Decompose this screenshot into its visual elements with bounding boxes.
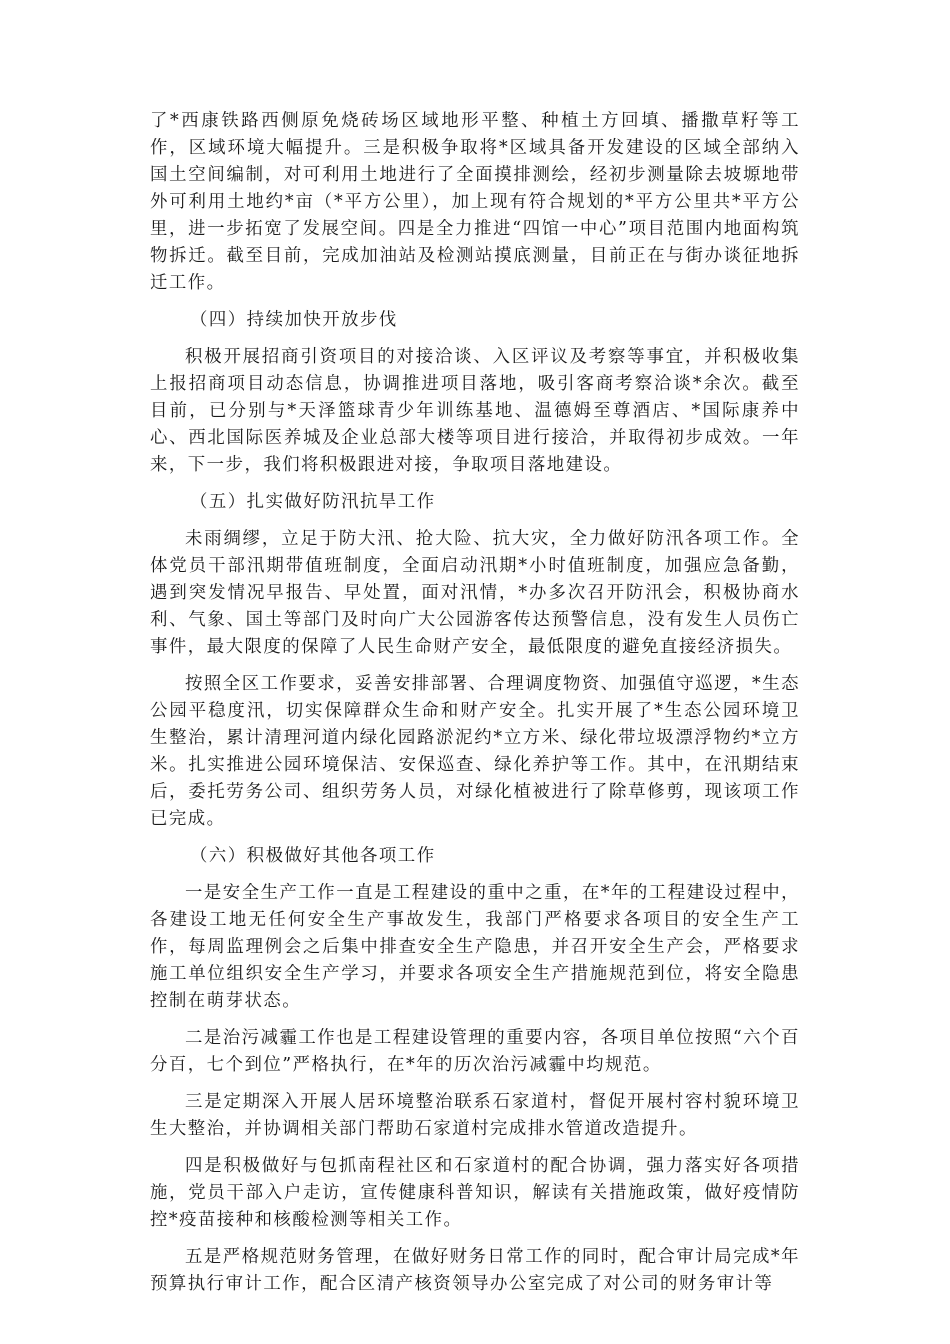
paragraph-community-coordination: 四是积极做好与包抓南程社区和石家道村的配合协调，强力落实好各项措施，党员干部入户走访，宣传健康科普知识，解读有关措施政策，做好疫情防控*疫苗接种和核酸检测等相关工作。 xyxy=(150,1156,800,1230)
paragraph-continuation: 了*西康铁路西侧原免烧砖场区域地形平整、种植土方回填、播撒草籽等工作，区域环境大幅提升。三是积极争取将*区域具备开发建设的区域全部纳入国土空间编制，对可利用土地进行了全面摸排测绘，经初步测量除去坡塬地带外可利用土地约*亩（*平方公里），加上现有符合规划的*平方公里共*平方公里，进一步拓宽了发展空间。四是全力推进“四馆一中心”项目范围内地面构筑物拆迁。截至目前，完成加油站及检测站摸底测量，目前正在与街办谈征地拆迁工作。 xyxy=(150,111,800,293)
section-heading-6: （六）积极做好其他各项工作 xyxy=(190,846,436,866)
paragraph-finance: 五是严格规范财务管理，在做好财务日常工作的同时，配合审计局完成*年预算执行审计工作，配合区清产核资领导办公室完成了对公司的财务审计等 xyxy=(150,1247,800,1294)
paragraph-village-environment: 三是定期深入开展人居环境整治联系石家道村，督促开展村容村貌环境卫生大整治，并协调相关部门帮助石家道村完成排水管道改造提升。 xyxy=(150,1092,800,1139)
paragraph-flood-prevention: 未雨绸缪，立足于防大汛、抢大险、抗大灾，全力做好防汛各项工作。全体党员干部汛期带值班制度，全面启动汛期*小时值班制度，加强应急备勤，遇到突发情况早报告、早处置，面对汛情，*办多次召开防汛会，积极协商水利、气象、国土等部门及时向广大公园游客传达预警信息，没有发生人员伤亡事件，最大限度的保障了人民生命财产安全，最低限度的避免直接经济损失。 xyxy=(150,529,800,657)
paragraph-pollution: 二是治污减霾工作也是工程建设管理的重要内容，各项目单位按照“六个百分百，七个到位”严格执行，在*年的历次治污减霾中均规范。 xyxy=(150,1028,800,1075)
paragraph-safety: 一是安全生产工作一直是工程建设的重中之重，在*年的工程建设过程中，各建设工地无任何安全生产事故发生，我部门严格要求各项目的安全生产工作，每周监理例会之后集中排查安全生产隐患，并召开安全生产会，严格要求施工单位组织安全生产学习，并要求各项安全生产措施规范到位，将安全隐患控制在萌芽状态。 xyxy=(150,883,800,1011)
document-page xyxy=(150,108,800,1308)
paragraph-park-maintenance: 按照全区工作要求，妥善安排部署、合理调度物资、加强值守巡逻，*生态公园平稳度汛，切实保障群众生命和财产安全。扎实开展了*生态公园环境卫生整治，累计清理河道内绿化园路淤泥约*立方米、绿化带垃圾漂浮物约*立方米。扎实推进公园环境保洁、安保巡查、绿化养护等工作。其中，在汛期结束后，委托劳务公司、组织劳务人员，对绿化植被进行了除草修剪，现该项工作已完成。 xyxy=(150,674,800,829)
section-heading-5: （五）扎实做好防汛抗旱工作 xyxy=(190,492,436,512)
paragraph-investment: 积极开展招商引资项目的对接洽谈、入区评议及考察等事宜，并积极收集上报招商项目动态信息，协调推进项目落地，吸引客商考察洽谈*余次。截至目前，已分别与*天泽篮球青少年训练基地、温德姆至尊酒店、*国际康养中心、西北国际医养城及企业总部大楼等项目进行接洽，并取得初步成效。一年来，下一步，我们将积极跟进对接，争取项目落地建设。 xyxy=(150,347,800,475)
section-heading-4: （四）持续加快开放步伐 xyxy=(190,310,398,330)
